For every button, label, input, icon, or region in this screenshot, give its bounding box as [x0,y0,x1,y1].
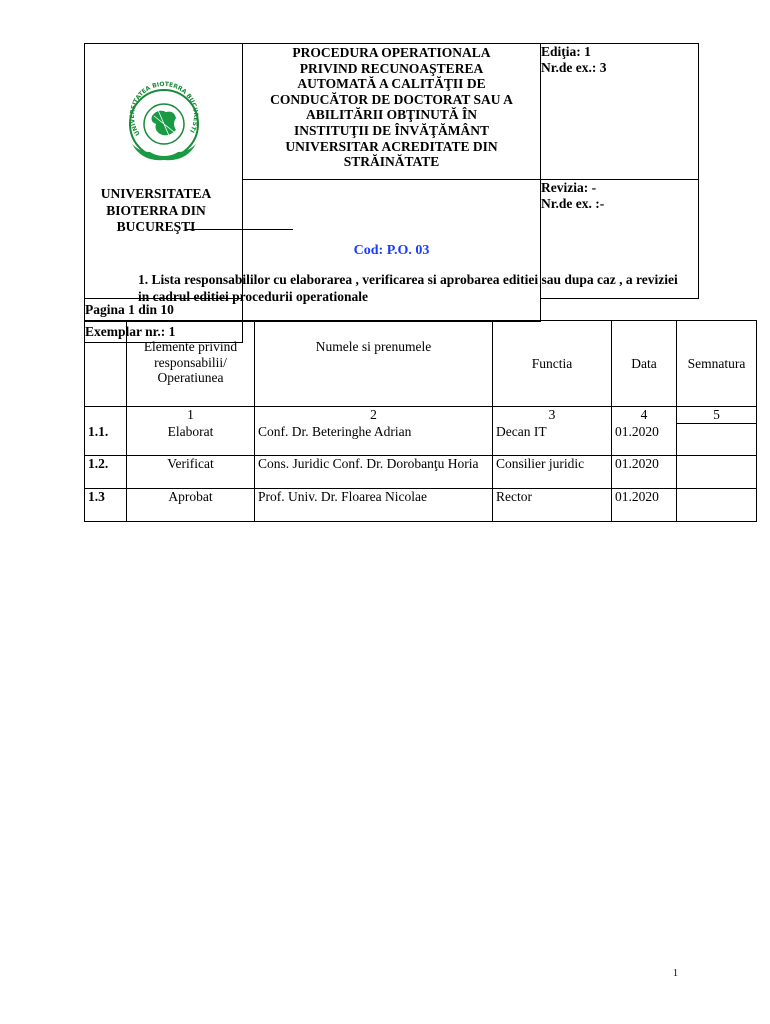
title-line: ABILITĂRII OBŢINUTĂ ÎN [305,107,478,123]
table-row [85,456,757,489]
row-signature [677,456,757,489]
index-cell: 3 [493,407,612,424]
logo-cell [85,44,243,299]
row-name: Cons. Juridic Conf. Dr. Dorobanţu Horia [255,456,493,489]
row-date: 01.2020 [612,456,677,489]
row-name: Conf. Dr. Beteringhe Adrian [255,424,493,456]
table-row [85,489,757,522]
header-signature: Semnatura [677,321,757,407]
row-operation: Aprobat [127,489,255,522]
university-line: BUCUREŞTI [116,219,196,234]
header-date: Data [612,321,677,407]
index-row [85,407,757,424]
revision-label: Revizia: - [541,180,597,195]
row-name: Prof. Univ. Dr. Floarea Nicolae [255,489,493,522]
row-function: Decan IT [493,424,612,456]
section-title: 1. Lista responsabililor cu elaborarea , verificarea si aprobarea editiei sau dupa caz , a reviziei in cadrul editiei procedurii operationale [138,272,678,304]
header-function: Functia [493,321,612,407]
row-number: 1.3 [85,489,127,522]
procedure-code: Cod: P.O. 03 [353,243,430,259]
header-name: Numele si prenumele [255,321,493,407]
index-cell [85,407,127,424]
row-function: Consilier juridic [493,456,612,489]
row-operation: Elaborat [127,424,255,456]
row-signature [677,489,757,522]
copies-count: Nr.de ex.: 3 [541,59,607,75]
row-operation: Verificat [127,456,255,489]
university-logo [92,44,235,184]
header-operation: Elemente privind responsabilii/ Operatiunea [127,321,255,407]
row-function: Rector [493,489,612,522]
edition-cell [541,44,699,180]
exemplar-label: Exemplar nr.: 1 [85,324,176,340]
title-line: PROCEDURA OPERATIONALA [292,45,491,60]
page-number: 1 [673,968,678,979]
row-number: 1.1. [85,424,127,456]
university-name [84,186,228,236]
row-number: 1.2. [85,456,127,489]
edition-label: Ediţia: 1 [541,44,591,59]
title-line: UNIVERSITAR ACREDITATE DIN [285,138,498,154]
page-label: Pagina 1 din 10 [85,302,174,318]
university-line: UNIVERSITATEA [100,186,212,201]
table-row [85,424,757,456]
title-line: AUTOMATĂ A CALITĂŢII DE [297,76,486,92]
index-cell: 1 [127,407,255,424]
svg-text:UNIVERSITATEA BIOTERRA BUCURES: UNIVERSITATEA BIOTERRA BUCURESTI [128,80,200,137]
document-title [243,44,541,180]
index-cell: 2 [255,407,493,424]
revision-copies: Nr.de ex. :- [541,195,605,211]
row-date: 01.2020 [612,489,677,522]
index-cell: 4 [612,407,677,424]
table-header-row [85,321,757,407]
index-cell: 5 [677,407,757,424]
title-line: INSTITUŢII DE ÎNVĂŢĂMÂNT [293,122,490,138]
row-date: 01.2020 [612,424,677,456]
title-line: PRIVIND RECUNOAŞTEREA [299,60,484,76]
university-line: BIOTERRA DIN [106,202,206,218]
row-signature [677,424,757,456]
header-nr [85,321,127,407]
responsibility-table [84,320,757,522]
title-line: STRĂINĂTATE [343,154,440,170]
title-line: CONDUCĂTOR DE DOCTORAT SAU A [270,91,513,107]
